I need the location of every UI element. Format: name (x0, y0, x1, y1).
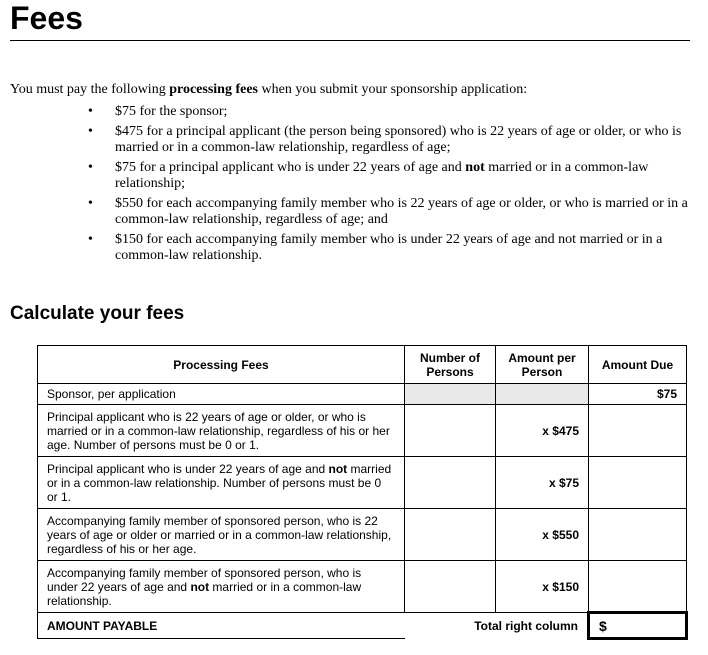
amount-due-cell[interactable] (589, 457, 687, 509)
persons-input-cell[interactable] (405, 457, 496, 509)
list-item-text: $75 for the sponsor; (115, 104, 228, 119)
persons-cell (405, 384, 496, 405)
fee-label-bold: not (190, 579, 210, 594)
table-row (38, 384, 687, 405)
list-item (0, 196, 708, 228)
bullet-icon: • (88, 196, 93, 211)
fee-list (0, 104, 708, 268)
header-amount-per-person: Amount per Person (496, 346, 589, 384)
amount-due-cell[interactable] (589, 561, 687, 613)
fee-label-bold: not (328, 461, 348, 476)
amount-payable-row (38, 613, 687, 639)
list-item (0, 104, 708, 120)
total-amount-field[interactable]: $ (589, 613, 687, 639)
table-row (38, 405, 687, 457)
fee-label-text: Accompanying family member of sponsored person, who is under 22 years of age and (47, 565, 362, 594)
total-right-column-label: Total right column (474, 618, 578, 633)
header-number-of-persons: Number of Persons (405, 346, 496, 384)
rate-cell: x $475 (496, 405, 589, 457)
fee-label-text-end: married or in a common-law relationship. (47, 579, 362, 608)
bullet-icon: • (88, 104, 93, 119)
title-divider (10, 40, 690, 41)
rate-cell: x $75 (496, 457, 589, 509)
intro-paragraph (10, 81, 700, 99)
list-item (0, 160, 708, 192)
fee-label (38, 561, 405, 613)
list-item-bold: not (465, 160, 485, 175)
intro-text-end: when you submit your sponsorship application: (258, 82, 528, 97)
fee-label: Accompanying family member of sponsored person, who is 22 years of age or older or married or in a common-law relationship, regardless of his or her age. (38, 509, 405, 561)
amount-due-cell[interactable] (589, 509, 687, 561)
fee-label: Principal applicant who is 22 years of age or older, or who is married or in a common-law relationship, regardless of his or her age. Number of persons must be 0 or 1. (38, 405, 405, 457)
fee-calculation-table (37, 345, 688, 640)
table-header-row (38, 346, 687, 384)
fee-label (38, 457, 405, 509)
table-row (38, 509, 687, 561)
bullet-icon: • (88, 232, 93, 247)
list-item-text: $75 for a principal applicant who is under 22 years of age and (115, 160, 466, 175)
bullet-icon: • (88, 160, 93, 175)
rate-cell: x $550 (496, 509, 589, 561)
amount-due-cell[interactable] (589, 405, 687, 457)
fee-label-text: Principal applicant who is under 22 years of age and (47, 461, 329, 476)
list-item (0, 232, 708, 264)
table-row (38, 561, 687, 613)
table-row (38, 457, 687, 509)
persons-input-cell[interactable] (405, 561, 496, 613)
fee-label-text-end: married or in a common-law relationship. Number of persons must be 0 or 1. (47, 461, 392, 504)
bullet-icon: • (88, 124, 93, 139)
persons-input-cell[interactable] (405, 509, 496, 561)
rate-cell: x $150 (496, 561, 589, 613)
page-title: Fees (10, 0, 83, 36)
header-amount-due: Amount Due (589, 346, 687, 384)
header-processing-fees: Processing Fees (38, 346, 405, 384)
list-item-text: $475 for a principal applicant (the person being sponsored) who is 22 years of age or older, or who is married or in a common-law relationship, regardless of age; (115, 124, 682, 155)
intro-bold: processing fees (169, 82, 258, 97)
amount-payable-label: AMOUNT PAYABLE (38, 613, 405, 639)
fee-label: Sponsor, per application (38, 384, 405, 405)
list-item-text-end: married or in a common-law relationship; (115, 160, 649, 191)
persons-input-cell[interactable] (405, 405, 496, 457)
list-item (0, 124, 708, 156)
rate-cell (496, 384, 589, 405)
amount-due-cell: $75 (589, 384, 687, 405)
section-title: Calculate your fees (10, 303, 185, 324)
list-item-text: $550 for each accompanying family member who is 22 years of age or older, or who is married or in a common-law relationship, regardless of age; and (115, 196, 688, 227)
list-item-text: $150 for each accompanying family member who is under 22 years of age and not married or in a common-law relationship. (115, 232, 663, 263)
intro-text: You must pay the following (10, 82, 170, 97)
